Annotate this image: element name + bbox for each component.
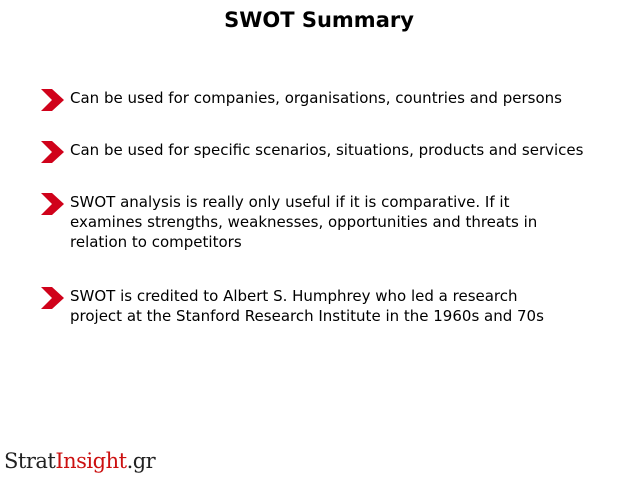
bullet-item — [38, 140, 583, 165]
logo-part-insight: Insight — [55, 449, 127, 473]
bullet-text: Can be used for companies, organisations, countries and persons — [70, 89, 562, 107]
bullet-item — [38, 88, 562, 113]
slide-title: SWOT Summary — [224, 8, 414, 32]
chevron-right-icon — [38, 139, 66, 165]
logo-part-strat: Strat — [4, 449, 56, 473]
bullet-item — [38, 192, 570, 252]
chevron-right-icon — [38, 191, 66, 217]
stratinsight-logo — [4, 449, 155, 473]
chevron-right-icon — [38, 285, 66, 311]
bullet-text: SWOT is credited to Albert S. Humphrey who led a research project at the Stanford Research Institute in the 1960s and 70s — [70, 287, 544, 325]
bullet-text: Can be used for specific scenarios, situations, products and services — [70, 141, 584, 159]
bullet-item — [38, 286, 570, 326]
bullet-text: SWOT analysis is really only useful if it is comparative. If it examines strengths, weaknesses, opportunities and threats in relation to competitors — [70, 193, 538, 251]
chevron-right-icon — [38, 87, 66, 113]
logo-part-gr: .gr — [126, 449, 156, 473]
